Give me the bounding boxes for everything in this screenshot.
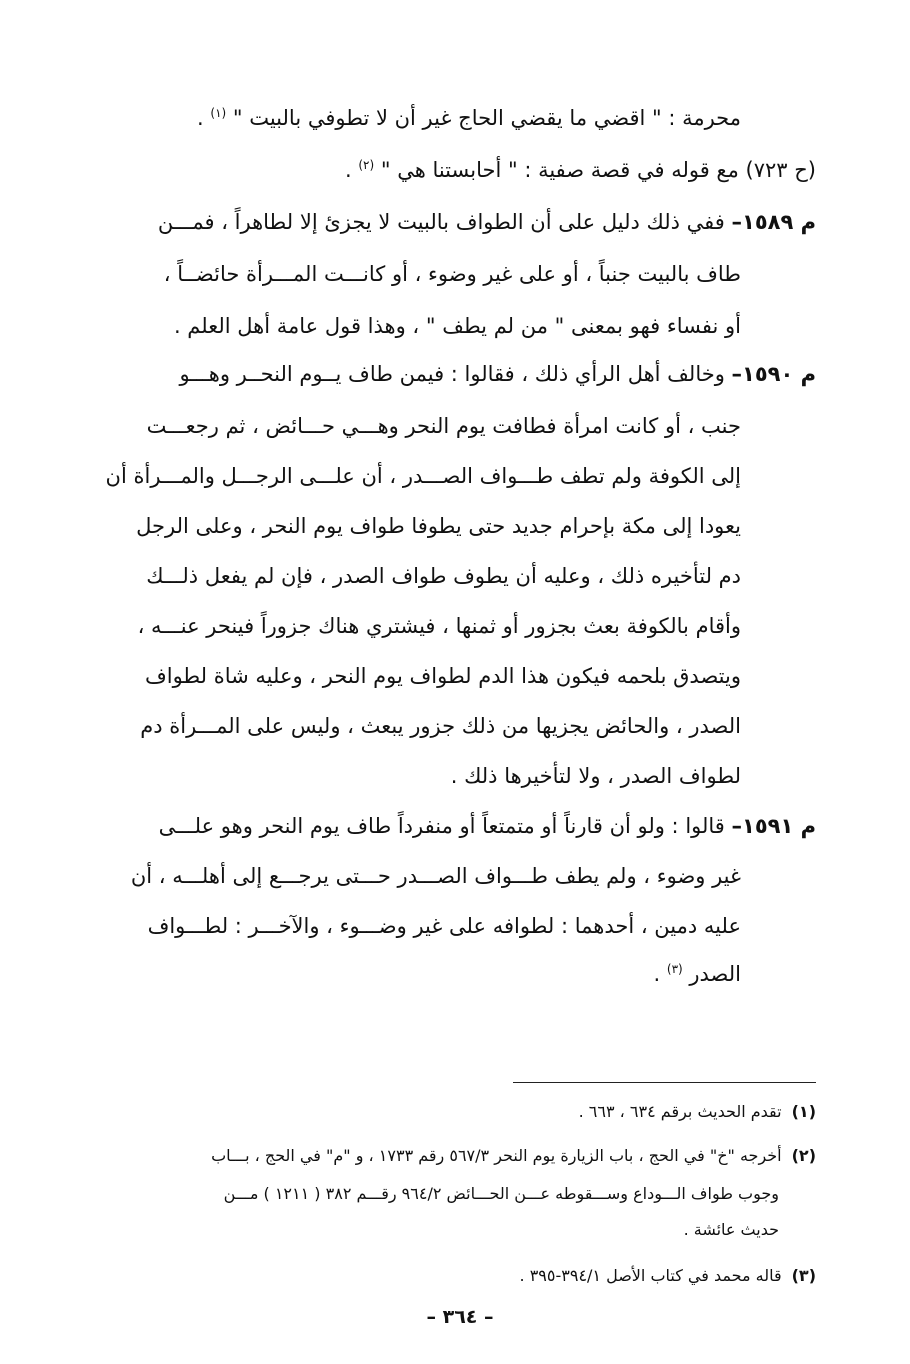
body-line-17: عليه دمين ، أحدهما : لطوافه على غير وضـــوء ، والآخـــر : لطـــواف — [147, 914, 741, 938]
paragraph-number: م ١٥٩٠– — [731, 362, 816, 386]
body-line-2: (ح ٧٢٣) مع قوله في قصة صفية : " أحابستنا هي " $^{(٢)}$ . — [345, 158, 816, 182]
footnote-ref[interactable]: (١) — [210, 106, 227, 120]
body-line-10: دم لتأخيره ذلك ، وعليه أن يطوف طواف الصدر ، فإن لم يفعل ذلـــك — [146, 564, 741, 588]
paragraph-number: م ١٥٨٩– — [731, 210, 816, 234]
footnote-ref[interactable]: (٣) — [666, 962, 683, 976]
footnote-2-line-1: (٢)أخرجه "خ" في الحج ، باب الزيارة يوم النحر ٥٦٧/٣ رقم ١٧٣٣ ، و "م" في الحج ، بـــاب — [211, 1146, 816, 1165]
footnote-2-line-3: حديث عائشة . — [683, 1220, 779, 1239]
body-line-11: وأقام بالكوفة بعث بجزور أو ثمنها ، فيشتري هناك جزوراً فينحر عنـــه ، — [137, 614, 741, 638]
body-line-1: محرمة : " اقضي ما يقضي الحاج غير أن لا تطوفي بالبيت " $^{(١)}$ . — [197, 106, 741, 130]
footnote-ref[interactable]: (٢) — [358, 158, 375, 172]
paragraph-1590-line-1: م ١٥٩٠– وخالف أهل الرأي ذلك ، فقالوا : فيمن طاف يــوم النحــر وهـــو — [179, 362, 816, 386]
paragraph-1591-line-1: م ١٥٩١– قالوا : ولو أن قارناً أو متمتعاً أو منفرداً طاف يوم النحر وهو علـــى — [158, 814, 816, 838]
body-line-8: إلى الكوفة ولم تطف طـــواف الصـــدر ، أن علـــى الرجـــل والمـــرأة أن — [105, 464, 741, 488]
body-line-16: غير وضوء ، ولم يطف طـــواف الصـــدر حـــتى يرجـــع إلى أهلـــه ، أن — [130, 864, 741, 888]
footnote-marker: (٣) — [791, 1266, 816, 1285]
body-line-12: ويتصدق بلحمه فيكون هذا الدم لطواف يوم النحر ، وعليه شاة لطواف — [144, 664, 741, 688]
footnote-1: (١)تقدم الحديث برقم ٦٣٤ ، ٦٦٣ . — [578, 1102, 816, 1121]
footnote-separator — [513, 1082, 816, 1083]
footnote-marker: (١) — [791, 1102, 816, 1121]
body-line-7: جنب ، أو كانت امرأة فطافت يوم النحر وهـــي حـــائض ، ثم رجعـــت — [146, 414, 741, 438]
footnote-3: (٣)قاله محمد في كتاب الأصل ٣٩٤/١-٣٩٥ . — [519, 1266, 816, 1285]
paragraph-1589-line-1: م ١٥٨٩– ففي ذلك دليل على أن الطواف بالبيت لا يجزئ إلا لطاهراً ، فمـــن — [157, 210, 816, 234]
paragraph-number: م ١٥٩١– — [731, 814, 816, 838]
body-line-4: طاف بالبيت جنباً ، أو على غير وضوء ، أو كانـــت المـــرأة حائضــاً ، — [163, 262, 741, 286]
body-line-5: أو نفساء فهو بمعنى " من لم يطف " ، وهذا قول عامة أهل العلم . — [173, 314, 741, 338]
page-number: – ٣٦٤ – — [426, 1306, 494, 1328]
footnote-marker: (٢) — [791, 1146, 816, 1165]
footnote-2-line-2: وجوب طواف الـــوداع وســـقوطه عـــن الحـــائض ٩٦٤/٢ رقـــم ٣٨٢ ( ١٢١١ ) مـــن — [223, 1184, 779, 1203]
body-line-13: الصدر ، والحائض يجزيها من ذلك جزور يبعث ، وليس على المـــرأة دم — [140, 714, 741, 738]
body-line-18: الصدر $^{(٣)}$ . — [653, 962, 741, 986]
body-line-9: يعودا إلى مكة بإحرام جديد حتى يطوفا طواف يوم النحر ، وعلى الرجل — [136, 514, 741, 538]
body-line-14: لطواف الصدر ، ولا لتأخيرها ذلك . — [450, 764, 741, 788]
